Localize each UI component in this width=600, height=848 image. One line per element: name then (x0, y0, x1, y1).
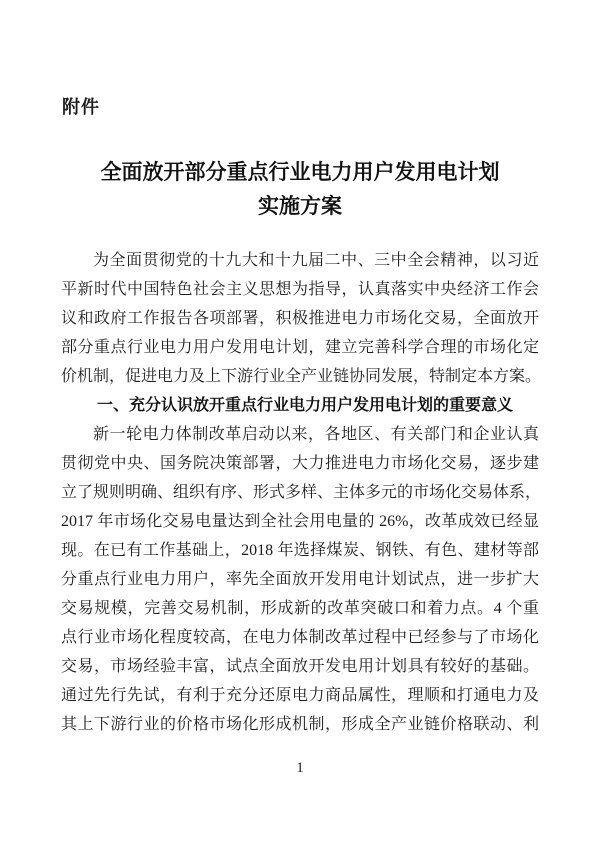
paragraph1-line2: 平新时代中国特色社会主义思想为指导，认真落实中央经济工作会 (61, 281, 539, 298)
paragraph2-line1: 新一轮电力体制改革启动以来，各地区、有关部门和企业认真 (93, 426, 539, 443)
paragraph1-line3: 议和政府工作报告各项部署，积极推进电力市场化交易，全面放开 (61, 310, 539, 327)
paragraph1-line1: 为全面贯彻党的十九大和十九届二中、三中全会精神，以习近 (93, 252, 539, 269)
paragraph2-line8: 点行业市场化程度较高，在电力体制改革过程中已经参与了市场化 (61, 629, 539, 646)
paragraph2-line4: 2017 年市场化交易电量达到全社会用电量的 26%，改革成效已经显 (61, 513, 539, 530)
document-body (61, 246, 542, 739)
paragraph2-line11: 其上下游行业的价格市场化形成机制，形成全产业链价格联动、利 (61, 716, 539, 733)
document-title (0, 155, 600, 223)
paragraph2-line5: 现。在已有工作基础上，2018 年选择煤炭、钢铁、有色、建材等部 (61, 542, 539, 559)
paragraph2-line2: 贯彻党中央、国务院决策部署，大力推进电力市场化交易，逐步建 (61, 455, 539, 472)
paragraph2-line6: 分重点行业电力用户，率先全面放开发用电计划试点，进一步扩大 (61, 571, 539, 588)
section-heading-1: 一、充分认识放开重点行业电力用户发用电计划的重要意义 (97, 397, 514, 414)
page-number: 1 (296, 760, 304, 776)
paragraph2-line7: 交易规模，完善交易机制，形成新的改革突破口和着力点。4 个重 (61, 600, 539, 617)
attachment-label: 附件 (62, 97, 100, 117)
paragraph1-line4: 部分重点行业电力用户发用电计划，建立完善科学合理的市场化定 (61, 339, 539, 356)
paragraph2-line10: 通过先行先试，有利于充分还原电力商品属性，理顺和打通电力及 (61, 687, 539, 704)
document-title-line1: 全面放开部分重点行业电力用户发用电计划 (100, 160, 500, 184)
paragraph2-line9: 交易，市场经验丰富，试点全面放开发电用计划具有较好的基础。 (61, 658, 539, 675)
paragraph1-line5: 价机制，促进电力及上下游行业全产业链协同发展，特制定本方案。 (61, 368, 542, 385)
paragraph2-line3: 立了规则明确、组织有序、形式多样、主体多元的市场化交易体系， (61, 484, 542, 501)
document-title-line2: 实施方案 (258, 194, 342, 218)
